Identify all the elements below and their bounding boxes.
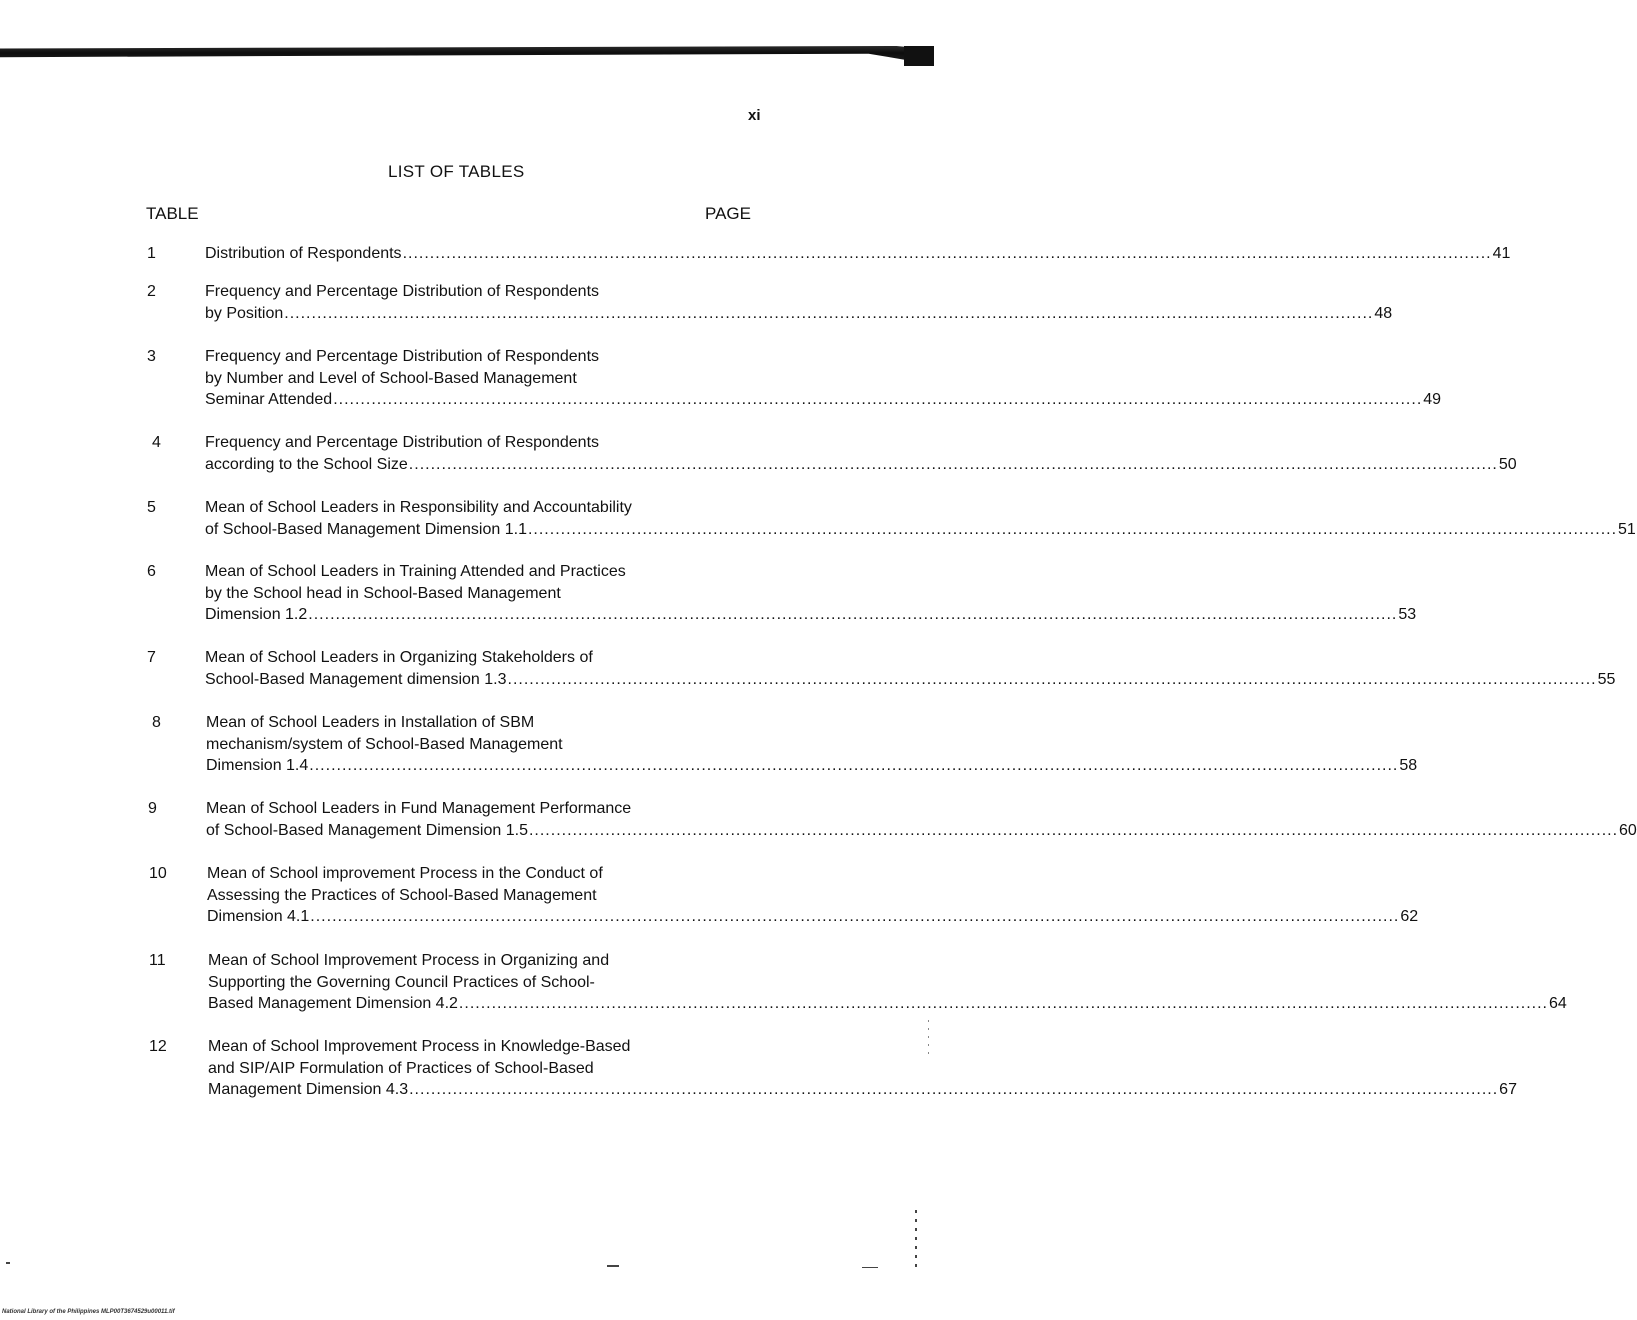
table-caption — [206, 712, 1418, 777]
caption-line: Mean of School Leaders in Fund Management Performance — [206, 800, 632, 817]
page-ref: 67 — [1499, 1081, 1517, 1098]
dot-leader: ........................................................................................................................................................................................................ — [408, 455, 1498, 473]
table-number: 9 — [148, 800, 157, 817]
caption-line: Mean of School Leaders in Organizing Stakeholders of — [205, 649, 593, 666]
table-caption — [207, 863, 1419, 928]
table-caption — [205, 346, 1442, 411]
scan-top-border-corner — [904, 46, 934, 66]
table-caption — [205, 647, 1616, 690]
page-ref: 41 — [1492, 245, 1511, 262]
table-caption — [205, 281, 1393, 324]
column-header-table: TABLE — [146, 204, 199, 223]
caption-line: Frequency and Percentage Distribution of Respondents — [205, 283, 600, 300]
table-number: 8 — [152, 714, 161, 731]
caption-line: Seminar Attended — [205, 391, 333, 408]
table-caption — [208, 1036, 1517, 1101]
table-caption — [205, 243, 1511, 265]
table-number: 7 — [147, 649, 156, 666]
caption-line: by Number and Level of School-Based Management — [205, 369, 577, 387]
scan-top-border — [0, 46, 934, 60]
table-number: 2 — [147, 283, 156, 300]
scan-edge-marks — [928, 1020, 929, 1060]
caption-last-line — [205, 243, 1511, 265]
scan-edge-marks — [915, 1210, 917, 1270]
caption-line: Mean of School Leaders in Training Attended and Practices — [205, 563, 626, 580]
table-number: 12 — [149, 1038, 167, 1055]
table-caption — [208, 950, 1567, 1015]
caption-line: Mean of School Leaders in Installation of SBM — [206, 714, 535, 731]
caption-last-line — [206, 755, 1418, 777]
caption-line: of School-Based Management Dimension 1.1 — [205, 520, 527, 538]
page-ref: 55 — [1597, 670, 1616, 688]
table-number: 10 — [149, 865, 167, 882]
caption-line: Assessing the Practices of School-Based Management — [207, 886, 597, 904]
table-number: 3 — [147, 348, 156, 365]
page-ref: 62 — [1400, 908, 1419, 925]
caption-line: Mean of School Improvement Process in Organizing and — [208, 952, 610, 969]
caption-line: mechanism/system of School-Based Management — [206, 735, 563, 753]
page-number: xi — [748, 107, 761, 124]
caption-last-line — [207, 906, 1419, 928]
scan-speck — [607, 1265, 619, 1267]
table-number: 4 — [152, 434, 161, 451]
caption-line: Frequency and Percentage Distribution of Respondents — [205, 434, 600, 451]
scan-speck — [6, 1262, 10, 1264]
caption-line: Mean of School improvement Process in the Conduct of — [207, 865, 603, 882]
dot-leader: ........................................................................................................................................................................................................ — [527, 520, 1618, 538]
table-caption — [206, 798, 1637, 841]
caption-last-line — [205, 389, 1442, 411]
page-ref: 64 — [1548, 995, 1567, 1012]
caption-line: of School-Based Management Dimension 1.5 — [206, 821, 528, 839]
caption-last-line — [205, 669, 1616, 691]
page-ref: 53 — [1398, 606, 1417, 623]
caption-line: Dimension 1.4 — [206, 757, 309, 774]
caption-line: Supporting the Governing Council Practices of School- — [208, 973, 595, 991]
caption-line: School-Based Management dimension 1.3 — [205, 670, 507, 688]
page-ref: 50 — [1498, 455, 1517, 473]
table-caption — [205, 497, 1636, 540]
page-ref: 48 — [1374, 304, 1393, 322]
table-caption — [205, 561, 1417, 626]
table-number: 5 — [147, 499, 156, 516]
caption-last-line — [205, 454, 1517, 476]
dot-leader: ........................................................................................................................................................................................................ — [458, 995, 1548, 1012]
scan-speck — [862, 1267, 878, 1268]
page-ref: 58 — [1399, 757, 1418, 774]
caption-line: Frequency and Percentage Distribution of Respondents — [205, 348, 600, 365]
caption-line: Mean of School Leaders in Responsibility and Accountability — [205, 499, 632, 516]
caption-last-line — [206, 820, 1637, 842]
dot-leader: ........................................................................................................................................................................................................ — [333, 391, 1423, 408]
caption-line: and SIP/AIP Formulation of Practices of School-Based — [208, 1059, 594, 1077]
table-caption — [205, 432, 1517, 475]
caption-line: Distribution of Respondents — [205, 245, 402, 262]
table-number: 6 — [147, 563, 156, 580]
caption-line: Dimension 4.1 — [207, 908, 310, 925]
page-ref: 49 — [1423, 391, 1442, 408]
column-header-page: PAGE — [705, 204, 751, 223]
dot-leader: ........................................................................................................................................................................................................ — [528, 821, 1619, 839]
page-title: LIST OF TABLES — [388, 162, 525, 181]
caption-last-line — [205, 519, 1636, 541]
table-number: 1 — [147, 245, 156, 262]
dot-leader: ........................................................................................................................................................................................................ — [310, 908, 1400, 925]
archive-stamp: National Library of the Philippines MLP00T3674529u00011.tif — [2, 1309, 175, 1315]
caption-last-line — [205, 303, 1393, 325]
caption-last-line — [208, 993, 1567, 1015]
page-ref: 51 — [1618, 520, 1636, 538]
dot-leader: ........................................................................................................................................................................................................ — [402, 245, 1492, 262]
caption-last-line — [208, 1079, 1517, 1101]
caption-line: Mean of School Improvement Process in Knowledge-Based — [208, 1038, 631, 1055]
caption-line: by the School head in School-Based Management — [205, 584, 561, 602]
table-number: 11 — [149, 952, 166, 969]
dot-leader: ........................................................................................................................................................................................................ — [409, 1081, 1499, 1098]
caption-line: Management Dimension 4.3 — [208, 1081, 409, 1098]
caption-line: according to the School Size — [205, 455, 408, 473]
caption-line: Based Management Dimension 4.2 — [208, 995, 458, 1012]
caption-last-line — [205, 604, 1417, 626]
page-ref: 60 — [1619, 821, 1637, 839]
dot-leader: ........................................................................................................................................................................................................ — [308, 606, 1398, 623]
dot-leader: ........................................................................................................................................................................................................ — [284, 304, 1374, 322]
caption-line: by Position — [205, 304, 284, 322]
dot-leader: ........................................................................................................................................................................................................ — [309, 757, 1399, 774]
caption-line: Dimension 1.2 — [205, 606, 308, 623]
dot-leader: ........................................................................................................................................................................................................ — [507, 670, 1597, 688]
